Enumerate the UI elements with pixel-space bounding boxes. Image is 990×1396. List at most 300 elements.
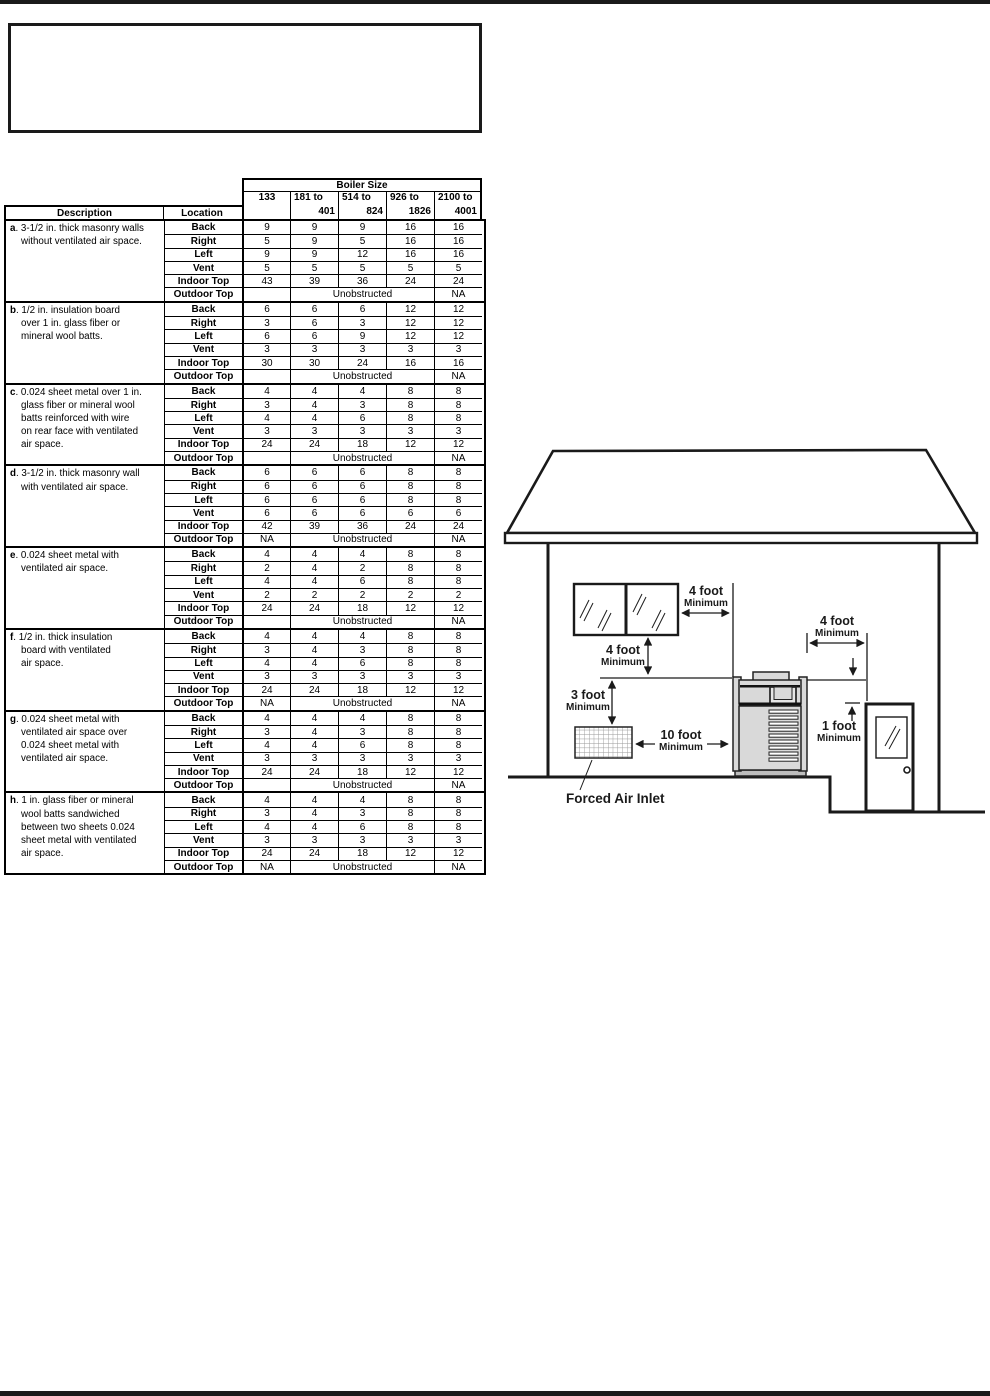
value-cell: 8	[434, 725, 482, 738]
value-cell: 18	[338, 601, 386, 614]
size-range-line1: 2100 to	[438, 192, 473, 203]
value-cell: 8	[434, 712, 482, 725]
location-cell: Indoor Top	[164, 601, 242, 614]
table-section	[6, 793, 484, 873]
value-cell: 16	[386, 221, 434, 234]
value-cell: 8	[386, 561, 434, 574]
value-cell: 4	[242, 575, 290, 588]
house-window	[574, 584, 678, 635]
location-cell: Left	[164, 493, 242, 506]
value-cell: 16	[386, 248, 434, 261]
value-cell: 3	[338, 643, 386, 656]
value-cell: 3	[338, 424, 386, 437]
value-cell: 16	[434, 356, 482, 369]
value-cell: 3	[338, 316, 386, 329]
outdoor-top-first-cell	[242, 287, 290, 300]
value-cell: 8	[386, 548, 434, 561]
value-cell: 5	[290, 261, 338, 274]
description-line: mineral wool batts.	[21, 331, 103, 343]
value-cell: 24	[386, 274, 434, 287]
value-cell: 6	[290, 329, 338, 342]
description-line: board with ventilated	[21, 645, 111, 657]
value-cell: 9	[290, 234, 338, 247]
value-cell: 12	[386, 765, 434, 778]
value-cell: 4	[290, 657, 338, 670]
location-cell: Vent	[164, 261, 242, 274]
location-cell: Vent	[164, 506, 242, 519]
value-cell: 3	[290, 670, 338, 683]
value-cell: 4	[242, 548, 290, 561]
value-cell: 16	[386, 234, 434, 247]
outdoor-top-span-cell: Unobstructed	[290, 451, 434, 464]
dim-label-ten-foot: 10 foot Minimum	[659, 728, 703, 753]
value-cell: 4	[290, 725, 338, 738]
value-cell: 3	[434, 752, 482, 765]
description-line: ventilated air space.	[21, 753, 109, 765]
value-cell: 3	[386, 343, 434, 356]
description-cell	[6, 303, 164, 383]
value-cell: 24	[242, 847, 290, 860]
value-cell: 3	[338, 343, 386, 356]
value-cell: 12	[386, 303, 434, 316]
value-cell: 4	[290, 712, 338, 725]
value-cell: 24	[290, 765, 338, 778]
value-cell: 24	[242, 601, 290, 614]
description-line: 0.024 sheet metal with	[21, 740, 120, 752]
description-line: b. 1/2 in. insulation board	[10, 304, 121, 316]
value-cell: 12	[386, 601, 434, 614]
value-cell: 4	[338, 793, 386, 806]
value-cell: 12	[338, 248, 386, 261]
value-cell: 4	[290, 643, 338, 656]
description-cell	[6, 548, 164, 628]
location-cell: Outdoor Top	[164, 533, 242, 546]
value-cell: 4	[242, 411, 290, 424]
value-cell: 8	[434, 630, 482, 643]
value-cell: 6	[290, 506, 338, 519]
boiler-size-header: Boiler Size	[242, 178, 482, 192]
value-cell: 8	[386, 411, 434, 424]
value-cell: 6	[242, 493, 290, 506]
value-cell: 12	[386, 316, 434, 329]
value-cell: 2	[242, 561, 290, 574]
location-cell: Indoor Top	[164, 274, 242, 287]
value-cell: 8	[386, 385, 434, 398]
section-letter: e	[10, 550, 16, 562]
table-section	[6, 630, 484, 712]
description-line: e. 0.024 sheet metal with	[10, 550, 119, 562]
value-cell: 18	[338, 765, 386, 778]
value-cell: 3	[386, 670, 434, 683]
location-cell: Outdoor Top	[164, 615, 242, 628]
value-cell: 18	[338, 683, 386, 696]
house-clearance-diagram	[500, 440, 990, 830]
location-cell: Outdoor Top	[164, 778, 242, 791]
value-cell: 9	[338, 329, 386, 342]
outdoor-top-last-cell: NA	[434, 615, 482, 628]
value-cell: 8	[434, 493, 482, 506]
value-cell: 5	[338, 261, 386, 274]
value-cell: 4	[242, 793, 290, 806]
location-cell: Indoor Top	[164, 683, 242, 696]
value-cell: 8	[386, 712, 434, 725]
value-cell: 3	[338, 833, 386, 846]
location-cell: Right	[164, 316, 242, 329]
value-cell: 2	[290, 588, 338, 601]
value-cell: 3	[242, 643, 290, 656]
description-line: batts reinforced with wire	[21, 412, 130, 424]
location-cell: Back	[164, 548, 242, 561]
table-section	[6, 712, 484, 794]
location-cell: Indoor Top	[164, 765, 242, 778]
value-cell: 6	[338, 493, 386, 506]
outdoor-top-first-cell	[242, 615, 290, 628]
value-cell: 3	[338, 398, 386, 411]
outdoor-top-last-cell: NA	[434, 451, 482, 464]
section-letter: b	[10, 304, 16, 316]
value-cell: 8	[386, 480, 434, 493]
value-cell: 12	[434, 601, 482, 614]
value-cell: 6	[338, 738, 386, 751]
value-cell: 8	[434, 738, 482, 751]
table-section	[6, 303, 484, 385]
boiler-size-column	[242, 191, 290, 219]
value-cell: 16	[434, 248, 482, 261]
value-cell: 6	[290, 316, 338, 329]
value-cell: 8	[434, 561, 482, 574]
table-section	[6, 221, 484, 303]
value-cell: 8	[434, 548, 482, 561]
value-cell: 3	[386, 752, 434, 765]
table-section	[6, 548, 484, 630]
value-cell: 18	[338, 847, 386, 860]
outdoor-top-first-cell: NA	[242, 696, 290, 709]
value-cell: 3	[290, 833, 338, 846]
location-cell: Left	[164, 738, 242, 751]
value-cell: 6	[290, 480, 338, 493]
value-cell: 6	[290, 303, 338, 316]
value-cell: 2	[338, 588, 386, 601]
value-cell: 4	[290, 575, 338, 588]
value-cell: 9	[242, 248, 290, 261]
value-cell: 8	[434, 793, 482, 806]
size-range-line1: 181 to	[294, 192, 323, 203]
outdoor-top-first-cell	[242, 451, 290, 464]
value-cell: 3	[338, 670, 386, 683]
value-cell: 4	[290, 793, 338, 806]
forced-air-inlet-label: Forced Air Inlet	[566, 791, 665, 806]
location-cell: Indoor Top	[164, 847, 242, 860]
value-cell: 12	[434, 765, 482, 778]
dim-label-right-four-foot: 4 foot Minimum	[815, 614, 859, 639]
location-cell: Right	[164, 234, 242, 247]
value-cell: 3	[242, 424, 290, 437]
location-cell: Left	[164, 657, 242, 670]
value-cell: 3	[434, 833, 482, 846]
value-cell: 6	[290, 466, 338, 479]
value-cell: 30	[290, 356, 338, 369]
description-line: g. 0.024 sheet metal with	[10, 713, 120, 725]
location-cell: Back	[164, 793, 242, 806]
value-cell: 12	[434, 303, 482, 316]
section-letter: h	[10, 795, 16, 807]
size-range-line2: 824	[366, 206, 383, 217]
value-cell: 8	[386, 807, 434, 820]
value-cell: 4	[242, 657, 290, 670]
description-line: sheet metal with ventilated	[21, 835, 137, 847]
value-cell: 4	[290, 398, 338, 411]
boiler-size-column	[434, 191, 482, 219]
value-cell: 8	[434, 575, 482, 588]
value-cell: 12	[386, 683, 434, 696]
value-cell: 8	[386, 738, 434, 751]
value-cell: 3	[242, 752, 290, 765]
location-cell: Outdoor Top	[164, 451, 242, 464]
value-cell: 4	[290, 820, 338, 833]
value-cell: 3	[338, 725, 386, 738]
size-range-line1: 133	[258, 192, 276, 203]
location-cell: Right	[164, 480, 242, 493]
value-cell: 9	[290, 221, 338, 234]
value-cell: 8	[434, 480, 482, 493]
table-section	[6, 466, 484, 548]
value-cell: 6	[338, 480, 386, 493]
location-header: Location	[181, 207, 223, 219]
value-cell: 8	[386, 466, 434, 479]
value-cell: 8	[386, 493, 434, 506]
outdoor-top-span-cell: Unobstructed	[290, 696, 434, 709]
value-cell: 12	[386, 329, 434, 342]
location-cell: Back	[164, 385, 242, 398]
size-range-line2: 401	[318, 206, 335, 217]
value-cell: 6	[242, 480, 290, 493]
value-cell: 8	[386, 398, 434, 411]
value-cell: 8	[386, 657, 434, 670]
location-cell: Vent	[164, 752, 242, 765]
value-cell: 9	[290, 248, 338, 261]
value-cell: 8	[434, 385, 482, 398]
table-header-row	[4, 205, 242, 219]
outdoor-top-last-cell: NA	[434, 860, 482, 873]
value-cell: 4	[242, 385, 290, 398]
value-cell: 24	[386, 520, 434, 533]
bottom-rule	[0, 1391, 990, 1396]
top-rule	[0, 0, 990, 4]
value-cell: 16	[434, 234, 482, 247]
value-cell: 3	[338, 807, 386, 820]
boiler-unit	[733, 672, 807, 776]
dim-label-below-window: 4 foot Minimum	[601, 643, 645, 668]
section-letter: f	[10, 631, 14, 643]
value-cell: 16	[386, 356, 434, 369]
description-line: wool batts sandwiched	[21, 808, 120, 820]
value-cell: 4	[290, 411, 338, 424]
outdoor-top-span-cell: Unobstructed	[290, 860, 434, 873]
location-cell: Vent	[164, 424, 242, 437]
value-cell: 5	[242, 234, 290, 247]
value-cell: 8	[386, 575, 434, 588]
description-cell	[6, 466, 164, 546]
value-cell: 24	[290, 438, 338, 451]
description-line: h. 1 in. glass fiber or mineral	[10, 795, 134, 807]
outdoor-top-last-cell: NA	[434, 533, 482, 546]
outdoor-top-first-cell: NA	[242, 533, 290, 546]
value-cell: 4	[242, 738, 290, 751]
dim-label-three-foot: 3 foot Minimum	[566, 688, 610, 713]
value-cell: 2	[386, 588, 434, 601]
location-cell: Vent	[164, 588, 242, 601]
value-cell: 6	[242, 303, 290, 316]
description-line: air space.	[21, 658, 64, 670]
value-cell: 24	[434, 274, 482, 287]
value-cell: 36	[338, 274, 386, 287]
description-line: air space.	[21, 439, 64, 451]
outdoor-top-span-cell: Unobstructed	[290, 287, 434, 300]
description-line: without ventilated air space.	[21, 236, 142, 248]
description-cell	[6, 793, 164, 873]
size-range-line2: 1826	[408, 206, 431, 217]
description-cell	[6, 712, 164, 792]
outdoor-top-first-cell	[242, 778, 290, 791]
description-line: air space.	[21, 848, 64, 860]
outdoor-top-last-cell: NA	[434, 696, 482, 709]
value-cell: 8	[434, 411, 482, 424]
location-cell: Indoor Top	[164, 438, 242, 451]
dim-label-window-side: 4 foot Minimum	[684, 584, 728, 609]
location-cell: Back	[164, 303, 242, 316]
value-cell: 8	[386, 630, 434, 643]
location-cell: Back	[164, 712, 242, 725]
section-letter: g	[10, 713, 16, 725]
value-cell: 5	[434, 261, 482, 274]
outdoor-top-last-cell: NA	[434, 778, 482, 791]
location-cell: Vent	[164, 833, 242, 846]
description-cell	[6, 630, 164, 710]
value-cell: 24	[242, 683, 290, 696]
section-letter: c	[10, 386, 16, 398]
value-cell: 6	[338, 411, 386, 424]
value-cell: 18	[338, 438, 386, 451]
description-cell	[6, 385, 164, 465]
description-line: over 1 in. glass fiber or	[21, 317, 121, 329]
location-cell: Right	[164, 807, 242, 820]
value-cell: 2	[434, 588, 482, 601]
value-cell: 3	[242, 725, 290, 738]
value-cell: 4	[242, 820, 290, 833]
value-cell: 4	[338, 630, 386, 643]
value-cell: 12	[386, 847, 434, 860]
section-letter: a	[10, 223, 16, 234]
value-cell: 3	[434, 424, 482, 437]
value-cell: 39	[290, 520, 338, 533]
value-cell: 4	[242, 712, 290, 725]
value-cell: 42	[242, 520, 290, 533]
description-line: d. 3-1/2 in. thick masonry wall	[10, 468, 140, 480]
location-cell: Right	[164, 398, 242, 411]
description-cell	[6, 221, 164, 301]
value-cell: 6	[338, 575, 386, 588]
value-cell: 6	[338, 506, 386, 519]
boiler-size-column	[338, 191, 386, 219]
value-cell: 12	[434, 316, 482, 329]
value-cell: 3	[290, 424, 338, 437]
value-cell: 8	[434, 398, 482, 411]
location-cell: Left	[164, 329, 242, 342]
description-line: ventilated air space over	[21, 726, 128, 738]
value-cell: 4	[242, 630, 290, 643]
dim-label-one-foot: 1 foot Minimum	[817, 719, 861, 744]
location-cell: Outdoor Top	[164, 696, 242, 709]
value-cell: 12	[434, 683, 482, 696]
value-cell: 3	[242, 316, 290, 329]
value-cell: 3	[242, 343, 290, 356]
value-cell: 12	[434, 329, 482, 342]
value-cell: 3	[242, 670, 290, 683]
value-cell: 36	[338, 520, 386, 533]
value-cell: 3	[434, 670, 482, 683]
value-cell: 3	[386, 424, 434, 437]
value-cell: 4	[290, 807, 338, 820]
value-cell: 3	[386, 833, 434, 846]
roof	[505, 450, 977, 543]
value-cell: 4	[290, 630, 338, 643]
value-cell: 4	[338, 385, 386, 398]
location-cell: Outdoor Top	[164, 369, 242, 382]
boiler-size-column	[290, 191, 338, 219]
value-cell: 6	[338, 466, 386, 479]
value-cell: 24	[338, 356, 386, 369]
value-cell: 6	[338, 303, 386, 316]
door-knob	[904, 767, 910, 773]
description-header: Description	[6, 207, 164, 219]
table-body	[4, 219, 486, 875]
value-cell: 2	[338, 561, 386, 574]
location-cell: Back	[164, 221, 242, 234]
value-cell: 5	[242, 261, 290, 274]
value-cell: 8	[386, 725, 434, 738]
value-cell: 43	[242, 274, 290, 287]
size-range-line2: 4001	[454, 206, 477, 217]
location-cell: Indoor Top	[164, 520, 242, 533]
value-cell: 9	[338, 221, 386, 234]
value-cell: 4	[290, 561, 338, 574]
value-cell: 6	[386, 506, 434, 519]
value-cell: 6	[434, 506, 482, 519]
value-cell: 24	[242, 765, 290, 778]
location-cell: Left	[164, 820, 242, 833]
value-cell: 3	[242, 833, 290, 846]
value-cell: 3	[434, 343, 482, 356]
description-line: between two sheets 0.024	[21, 821, 135, 833]
location-cell: Outdoor Top	[164, 287, 242, 300]
value-cell: 6	[338, 820, 386, 833]
table-section	[6, 385, 484, 467]
location-cell: Indoor Top	[164, 356, 242, 369]
outdoor-top-last-cell: NA	[434, 287, 482, 300]
value-cell: 12	[434, 847, 482, 860]
description-line: f. 1/2 in. thick insulation	[10, 631, 113, 643]
value-cell: 24	[434, 520, 482, 533]
value-cell: 8	[386, 643, 434, 656]
value-cell: 24	[290, 683, 338, 696]
value-cell: 12	[386, 438, 434, 451]
value-cell: 30	[242, 356, 290, 369]
location-cell: Vent	[164, 343, 242, 356]
value-cell: 12	[434, 438, 482, 451]
location-cell: Outdoor Top	[164, 860, 242, 873]
value-cell: 4	[290, 548, 338, 561]
value-cell: 3	[242, 807, 290, 820]
